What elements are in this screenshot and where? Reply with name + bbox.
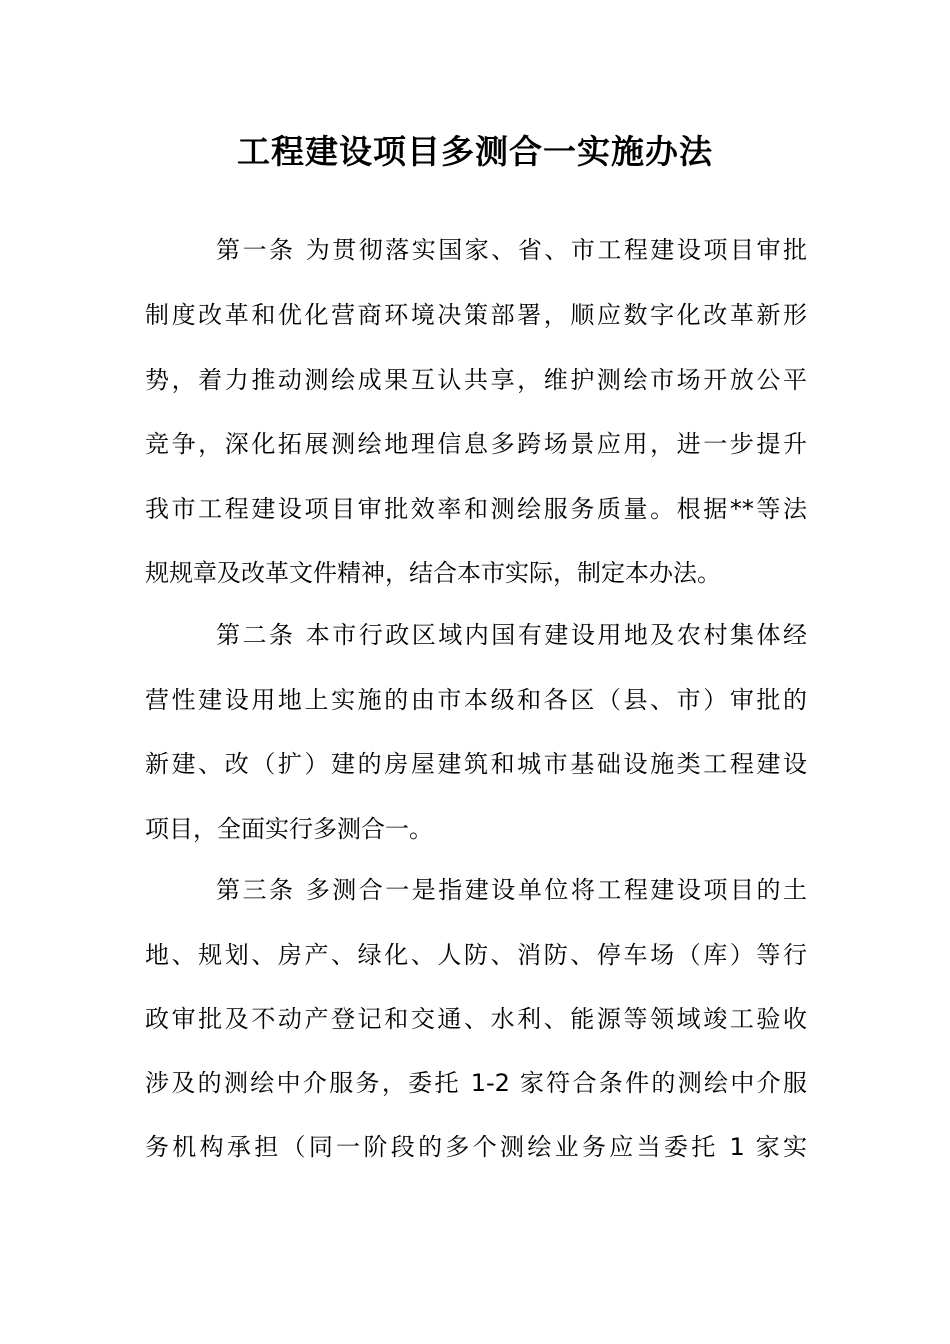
article-3-line-5: 务机构承担（同一阶段的多个测绘业务应当委托 1 家实 — [145, 1133, 807, 1161]
article-3-line-3: 政审批及不动产登记和交通、水利、能源等领域竣工验收 — [145, 1005, 807, 1033]
document-title: 工程建设项目多测合一实施办法 — [237, 132, 713, 171]
article-1-line-6: 规规章及改革文件精神，结合本市实际，制定本办法。 — [145, 559, 721, 587]
article-3-line-4: 涉及的测绘中介服务，委托 1-2 家符合条件的测绘中介服 — [145, 1069, 807, 1097]
article-3-line-1: 第三条 多测合一是指建设单位将工程建设项目的土 — [216, 876, 807, 904]
article-2-line-1: 第二条 本市行政区域内国有建设用地及农村集体经 — [216, 621, 807, 649]
article-3-line-2: 地、规划、房产、绿化、人防、消防、停车场（库）等行 — [145, 941, 807, 969]
article-1-line-4: 竞争，深化拓展测绘地理信息多跨场景应用，进一步提升 — [145, 430, 807, 458]
article-1-line-5: 我市工程建设项目审批效率和测绘服务质量。根据**等法 — [145, 495, 807, 523]
article-1-line-3: 势，着力推动测绘成果互认共享，维护测绘市场开放公平 — [145, 366, 807, 394]
article-1-line-2: 制度改革和优化营商环境决策部署，顺应数字化改革新形 — [145, 301, 807, 329]
article-2-line-3: 新建、改（扩）建的房屋建筑和城市基础设施类工程建设 — [145, 750, 807, 778]
article-1-line-1: 第一条 为贯彻落实国家、省、市工程建设项目审批 — [216, 236, 807, 264]
article-2-line-4: 项目，全面实行多测合一。 — [145, 815, 433, 843]
article-2-line-2: 营性建设用地上实施的由市本级和各区（县、市）审批的 — [145, 686, 807, 714]
